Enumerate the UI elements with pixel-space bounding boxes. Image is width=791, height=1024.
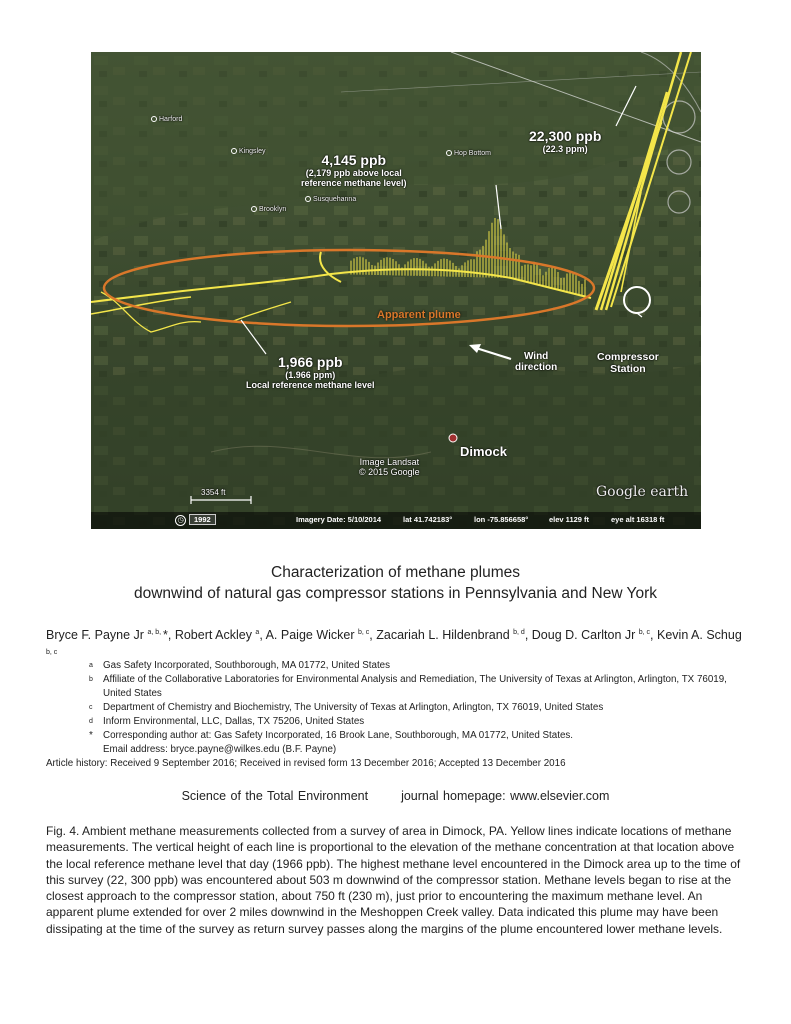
eye-altitude-readout: eye alt 16318 ft bbox=[611, 515, 665, 524]
affiliation-item: b Affiliate of the Collaborative Laboratories for Environmental Analysis and Remediation, The University of Texas at Arlington, Arlington, TX 76019, United States bbox=[89, 674, 727, 699]
latitude-readout: lat 41.742183° bbox=[403, 515, 453, 524]
historical-year-chip[interactable]: 1992 bbox=[189, 514, 216, 525]
figure-caption: Fig. 4. Ambient methane measurements collected from a survey of area in Dimock, PA. Yellow lines indicate locations of methane measurements. The vertical height of each line is proportional to the elevation of the methane concentration at that location above the local reference methane level that day (1966 ppb). The highest methane level encountered in the Dimock area up to the time of this survey (22, 300 ppb) was encountered about 503 m downwind of the compressor station. Methane levels began to rise at the closest approach to the compressor station, about 750 ft (230 m), just prior to encountering the maximum methane level. An apparent plume extended for over 2 miles downwind in the Meshoppen Creek valley. Data indicated this plume may have been dissipating at the time of the survey as return survey passes along the margins of the plume encountered lower methane levels. bbox=[46, 824, 741, 936]
compressor-station-label: Compressor Station bbox=[597, 351, 659, 375]
methane-survey-map-figure bbox=[91, 52, 701, 529]
paper-title: Characterization of methane plumes downwind of natural gas compressor stations in Pennsylvania and New York bbox=[134, 564, 657, 602]
author-name: Zacariah L. Hildenbrand $^{b, d}$, bbox=[376, 628, 532, 643]
affiliations bbox=[89, 659, 749, 757]
peak-22300-label: 22,300 ppb (22.3 ppm) bbox=[529, 128, 602, 154]
google-earth-logo: Google earth bbox=[596, 484, 689, 500]
imagery-status-bar bbox=[91, 512, 701, 529]
imagery-date: Imagery Date: 5/10/2014 bbox=[296, 515, 382, 524]
corresponding-author: * Corresponding author at: Gas Safety Incorporated, 16 Brook Lane, Southborough, MA 01772, United States. bbox=[89, 730, 574, 741]
reference-level-label: 1,966 ppb (1.966 ppm) Local reference methane level bbox=[246, 354, 375, 390]
town-label: Hop Bottom bbox=[446, 150, 491, 157]
apparent-plume-label: Apparent plume bbox=[377, 309, 461, 321]
author-name: A. Paige Wicker $^{b, c}$, bbox=[265, 628, 377, 643]
scale-bar-label: 3354 ft bbox=[201, 488, 226, 497]
longitude-readout: lon -75.856658° bbox=[474, 515, 529, 524]
affiliation-item: a Gas Safety Incorporated, Southborough, MA 01772, United States bbox=[89, 660, 391, 671]
imagery-credit: Image Landsat © 2015 Google bbox=[359, 457, 420, 477]
author-name: Robert Ackley $^a$, bbox=[174, 628, 266, 643]
dimock-label: Dimock bbox=[460, 444, 507, 459]
journal-homepage-link[interactable]: journal homepage: www.elsevier.com bbox=[401, 789, 610, 803]
town-label: Brooklyn bbox=[251, 206, 286, 213]
affiliation-item: c Department of Chemistry and Biochemistry, The University of Texas at Arlington, Arlington, TX 76019, United States bbox=[89, 702, 604, 713]
history-clock-icon[interactable]: ◷ bbox=[175, 515, 186, 526]
author-name: Doug D. Carlton Jr $^{b, c}$, bbox=[531, 628, 657, 643]
author-name: Bryce F. Payne Jr $^{a, b,}$ *, bbox=[46, 628, 175, 643]
peak-4145-label: 4,145 ppb (2,179 ppb above local reference methane level) bbox=[301, 152, 407, 188]
email-address[interactable]: Email address: bryce.payne@wilkes.edu (B.F. Payne) bbox=[103, 744, 337, 755]
elevation-readout: elev 1129 ft bbox=[549, 515, 590, 524]
author-name: Kevin A. Schug $^{b, c}$ bbox=[46, 628, 742, 657]
town-label: Kingsley bbox=[231, 148, 265, 155]
town-label: Susquehanna bbox=[305, 196, 356, 203]
affiliation-item: d Inform Environmental, LLC, Dallas, TX 75206, United States bbox=[89, 716, 365, 727]
journal-line bbox=[0, 789, 791, 803]
wind-direction-label: Wind direction bbox=[515, 351, 558, 373]
journal-name: Science of the Total Environment bbox=[181, 789, 369, 803]
article-history: Article history: Received 9 September 2016; Received in revised form 13 December 2016; Accepted 13 December 2016 bbox=[46, 758, 566, 769]
town-label: Harford bbox=[151, 116, 182, 123]
